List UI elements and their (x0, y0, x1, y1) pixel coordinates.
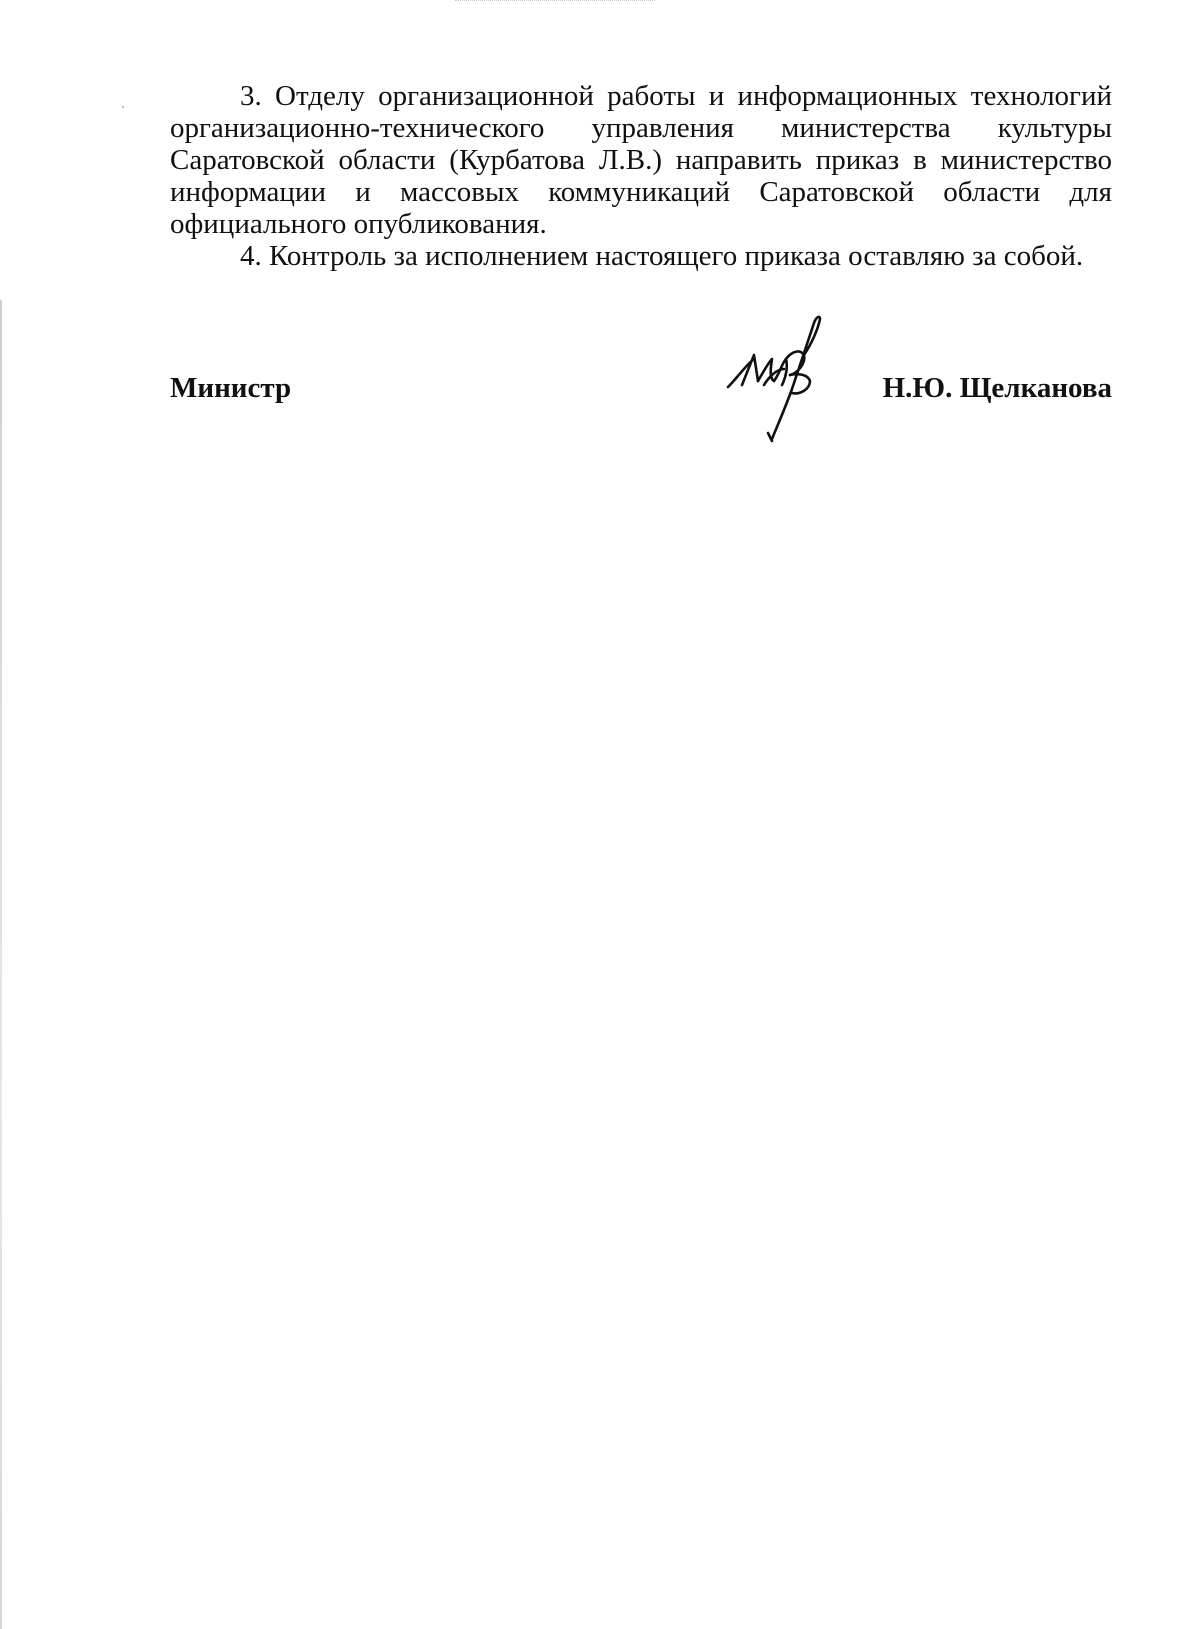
signer-name: Н.Ю. Щелканова (882, 372, 1112, 404)
signature-block (170, 372, 1112, 412)
scan-edge (0, 300, 2, 1629)
paragraph-3: 3. Отделу организационной работы и информационных технологий организационно-технического управления министерства культуры Саратовской области (Курбатова Л.В.) направить приказ в министерство информации и массовых коммуникаций Саратовской области для официального опубликования. (170, 80, 1112, 240)
scan-artifact (455, 0, 655, 7)
document-body (170, 80, 1112, 272)
handwritten-signature (720, 315, 850, 445)
signer-position: Министр (170, 372, 292, 404)
scan-artifact (122, 106, 124, 108)
paragraph-4: 4. Контроль за исполнением настоящего приказа оставляю за собой. (240, 240, 1084, 272)
